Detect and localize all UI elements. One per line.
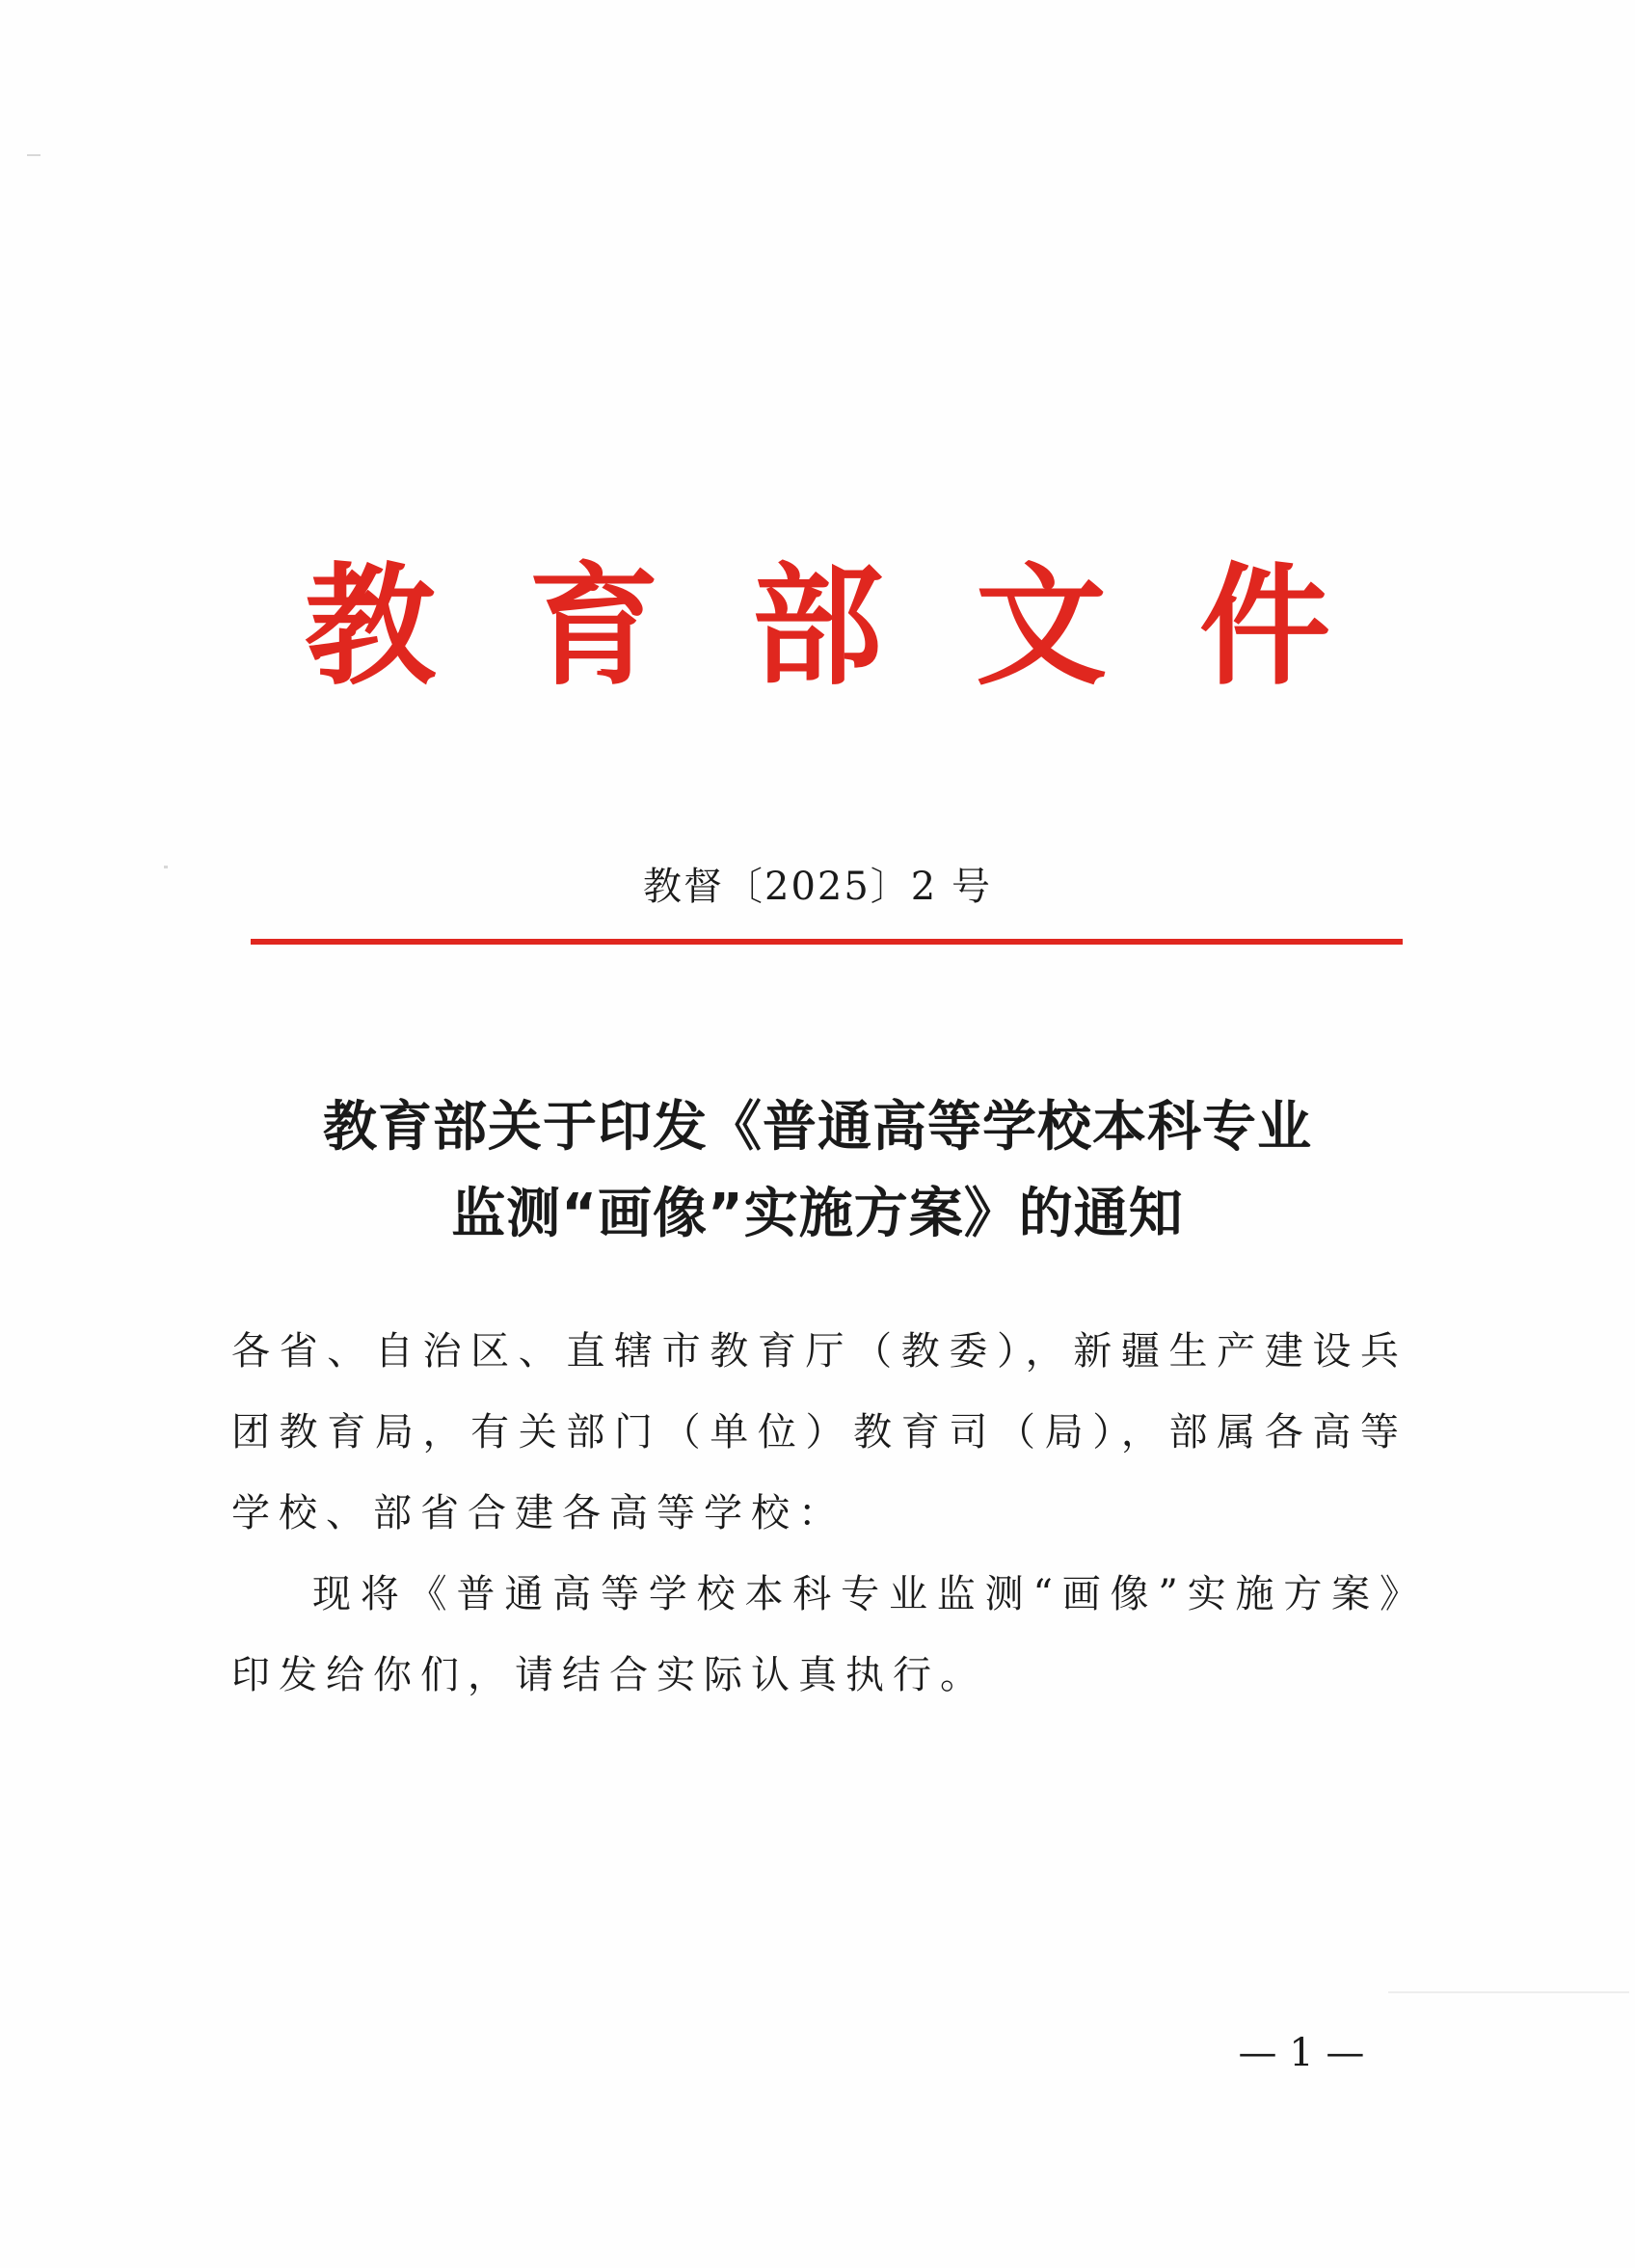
masthead-title: 教育部文件 <box>305 549 1423 704</box>
title-line-2: 监测“画像”实施方案》的通知 <box>451 1183 1184 1245</box>
addressees-paragraph: 各省、自治区、直辖市教育厅（教委），新疆生产建设兵团教育局，有关部门（单位）教育司（局），部属各高等学校、部省合建各高等学校： <box>231 1329 1407 1535</box>
body-paragraph: 现将《普通高等学校本科专业监测“画像”实施方案》印发给你们，请结合实际认真执行。 <box>231 1572 1407 1697</box>
scan-artifact <box>1388 1991 1629 1993</box>
scan-artifact <box>27 154 40 156</box>
document-number: 教督〔2025〕2 号 <box>643 865 992 909</box>
red-divider-line <box>251 939 1403 945</box>
title-line-1: 教育部关于印发《普通高等学校本科专业 <box>323 1096 1312 1159</box>
scan-artifact <box>164 866 168 868</box>
document-body <box>231 1311 1407 1716</box>
page-number: — 1 — <box>1238 2031 1365 2075</box>
document-title <box>0 1084 1635 1258</box>
